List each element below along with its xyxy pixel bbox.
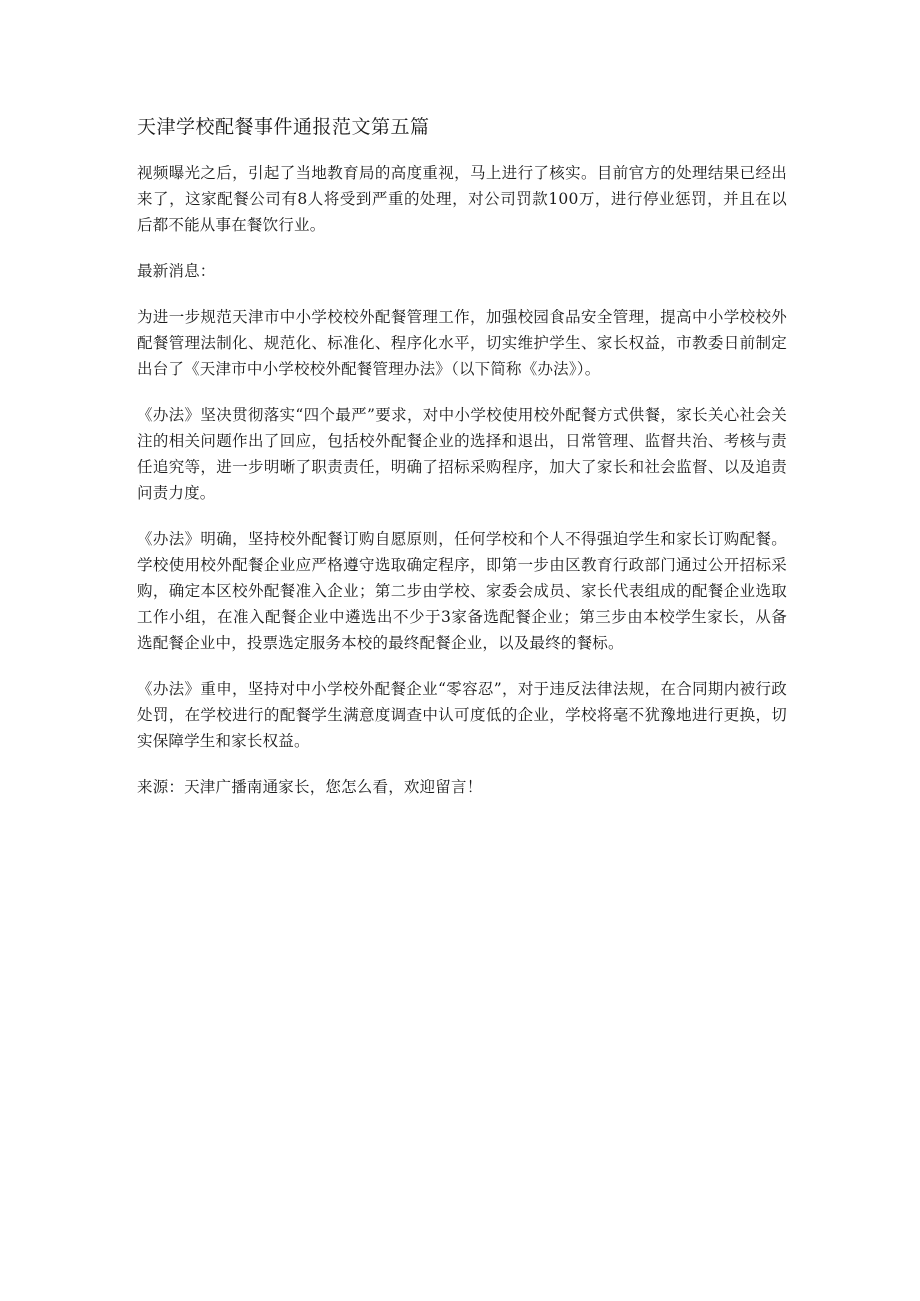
paragraph-regulation-intro: 为进一步规范天津市中小学校校外配餐管理工作，加强校园食品安全管理，提高中小学校校外配餐管理法制化、规范化、标准化、程序化水平，切实维护学生、家长权益，市教委日前制定出台了《天津市中小学校校外配餐管理办法》（以下简称《办法》）。: [137, 308, 787, 378]
paragraph-zero-tolerance: 《办法》重申，坚持对中小学校外配餐企业“零容忍”，对于违反法律法规，在合同期内被行政处罚，在学校进行的配餐学生满意度调查中认可度低的企业，学校将毫不犹豫地进行更换，切实保障学生和家长权益。: [137, 680, 787, 750]
document-title: 天津学校配餐事件通报范文第五篇: [137, 116, 430, 138]
paragraph-four-strictest: 《办法》坚决贯彻落实“四个最严”要求，对中小学校使用校外配餐方式供餐，家长关心社会关注的相关问题作出了回应，包括校外配餐企业的选择和退出，日常管理、监督共治、考核与责任追究等，进一步明晰了职责责任，明确了招标采购程序，加大了家长和社会监督、以及追责问责力度。: [137, 406, 787, 502]
document-page: [137, 114, 787, 820]
paragraph-voluntary-principle: 《办法》明确，坚持校外配餐订购自愿原则，任何学校和个人不得强迫学生和家长订购配餐。学校使用校外配餐企业应严格遵守选取确定程序，即第一步由区教育行政部门通过公开招标采购，确定本区校外配餐准入企业；第二步由学校、家委会成员、家长代表组成的配餐企业选取工作小组，在准入配餐企业中遴选出不少于3家备选配餐企业；第三步由本校学生家长，从备选配餐企业中，投票选定服务本校的最终配餐企业，以及最终的餐标。: [137, 530, 787, 652]
paragraph-source: 来源：天津广播南通家长，您怎么看，欢迎留言！: [137, 778, 483, 796]
paragraph-exposure-result: 视频曝光之后，引起了当地教育局的高度重视，马上进行了核实。目前官方的处理结果已经出来了，这家配餐公司有8人将受到严重的处理，对公司罚款100万，进行停业惩罚，并且在以后都不能从事在餐饮行业。: [137, 164, 787, 234]
paragraph-latest-news-label: 最新消息：: [137, 262, 216, 280]
